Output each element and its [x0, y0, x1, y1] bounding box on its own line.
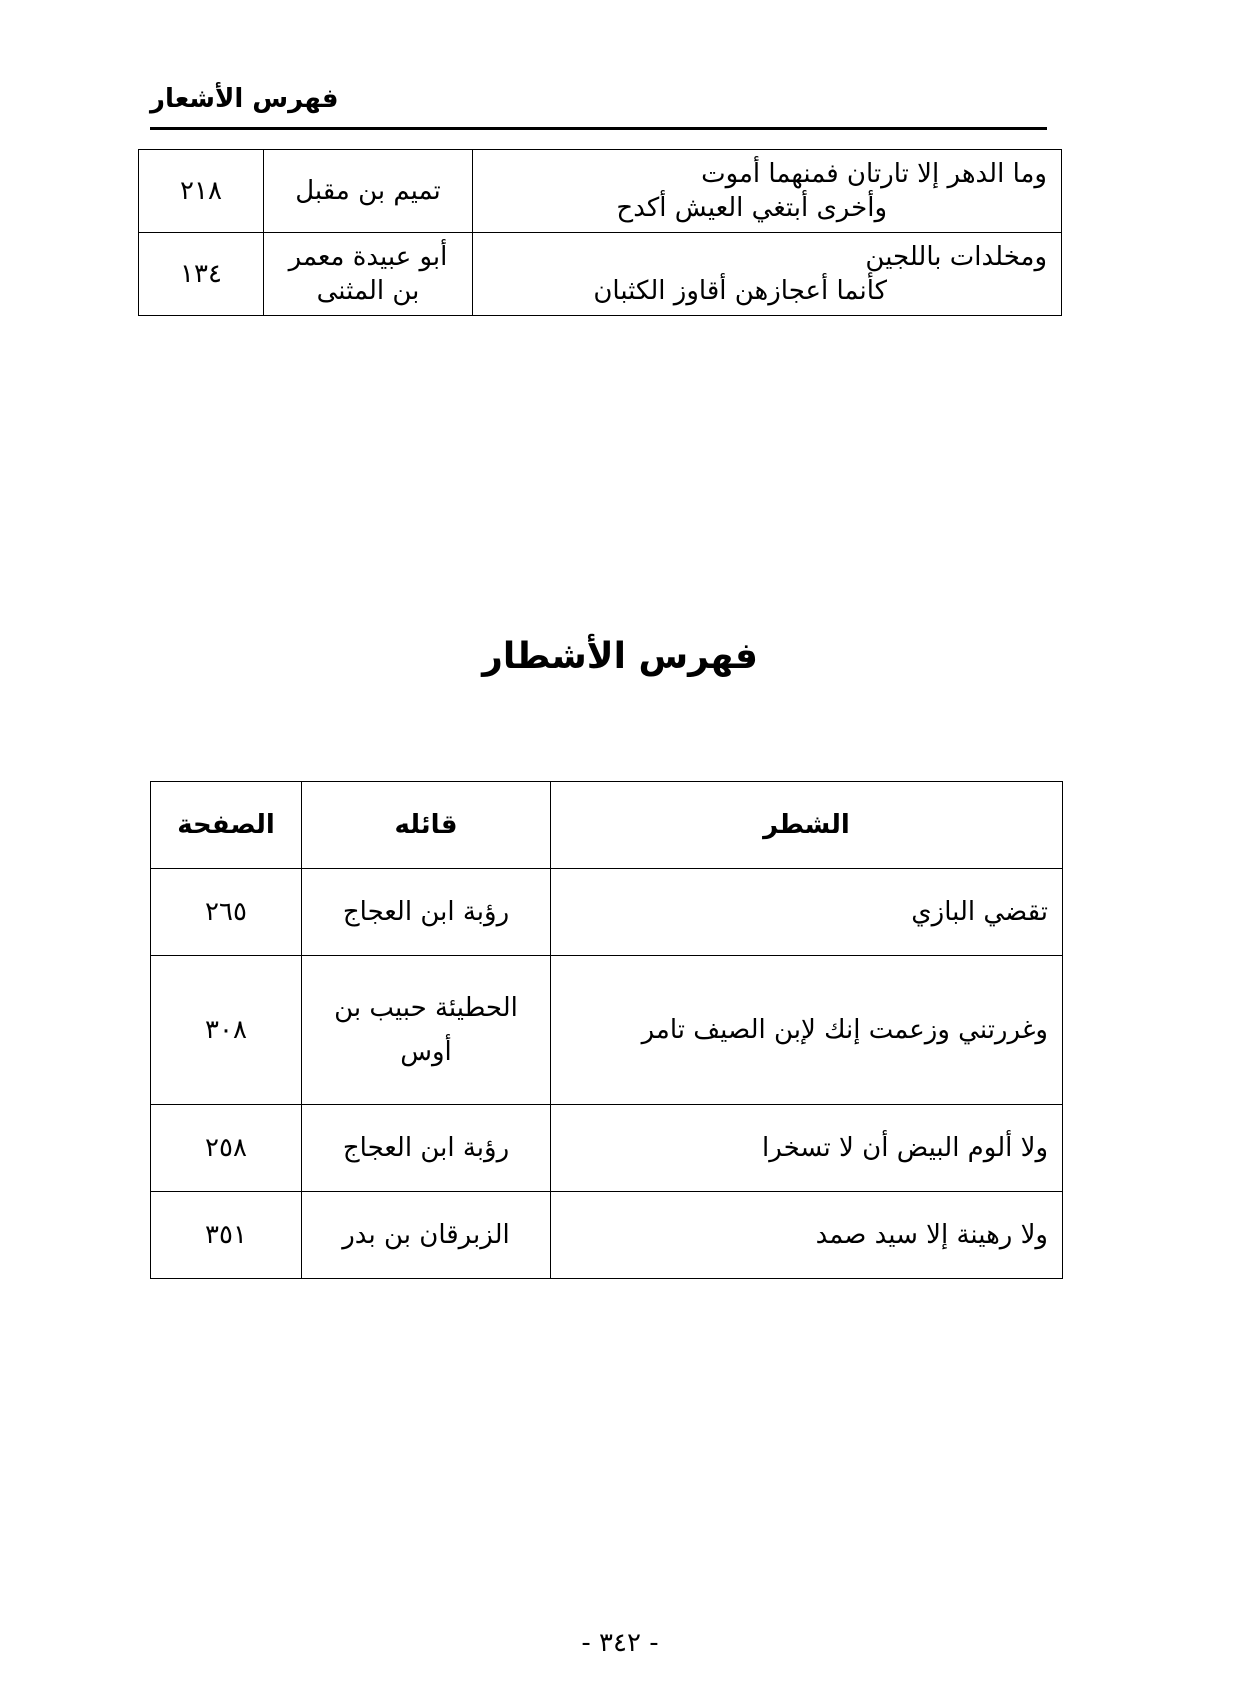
- column-header-page: الصفحة: [151, 782, 302, 869]
- shatr-table: [150, 781, 1063, 1279]
- page-cell: ١٣٤: [139, 233, 264, 316]
- verse-second-hemistich: كأنما أعجازهن أقاوز الكثبان: [593, 276, 887, 306]
- table-row: [139, 233, 1062, 316]
- verses-table: [138, 149, 1062, 316]
- poet-cell: رؤبة ابن العجاج: [302, 1105, 551, 1192]
- header-rule: [150, 127, 1047, 130]
- shatr-cell: وغررتني وزعمت إنك لإبن الصيف تامر: [551, 956, 1063, 1105]
- verse-cell: [473, 150, 1062, 233]
- table-header-row: [151, 782, 1063, 869]
- verse-first-hemistich: ومخلدات باللجين: [865, 242, 1047, 272]
- page-cell: ٢١٨: [139, 150, 264, 233]
- shatr-cell: ولا ألوم البيض أن لا تسخرا: [551, 1105, 1063, 1192]
- poet-cell: تميم بن مقبل: [264, 150, 473, 233]
- page-cell: ٢٦٥: [151, 869, 302, 956]
- running-header-text: فهرس الأشعار: [150, 84, 339, 114]
- verse-first-hemistich: وما الدهر إلا تارتان فمنهما أموت: [701, 159, 1047, 189]
- column-header-poet: قائله: [302, 782, 551, 869]
- table-row: [151, 1192, 1063, 1279]
- page-cell: ٢٥٨: [151, 1105, 302, 1192]
- poet-cell: رؤبة ابن العجاج: [302, 869, 551, 956]
- poet-cell: الزبرقان بن بدر: [302, 1192, 551, 1279]
- shatr-cell: ولا رهينة إلا سيد صمد: [551, 1192, 1063, 1279]
- poet-cell: الحطيئة حبيب بن أوس: [302, 956, 551, 1105]
- shatr-cell: تقضي البازي: [551, 869, 1063, 956]
- page-cell: ٣٠٨: [151, 956, 302, 1105]
- verse-cell: [473, 233, 1062, 316]
- table-row: [139, 150, 1062, 233]
- table-row: [151, 1105, 1063, 1192]
- column-header-shatr: الشطر: [551, 782, 1063, 869]
- running-header: [150, 84, 1050, 114]
- table-row: [151, 956, 1063, 1105]
- poet-cell: أبو عبيدة معمر بن المثنى: [264, 233, 473, 316]
- section-title: فهرس الأشطار: [482, 636, 758, 677]
- page-number: - ٣٤٢ -: [581, 1628, 659, 1658]
- verse-second-hemistich: وأخرى أبتغي العيش أكدح: [616, 193, 887, 223]
- table-row: [151, 869, 1063, 956]
- page-cell: ٣٥١: [151, 1192, 302, 1279]
